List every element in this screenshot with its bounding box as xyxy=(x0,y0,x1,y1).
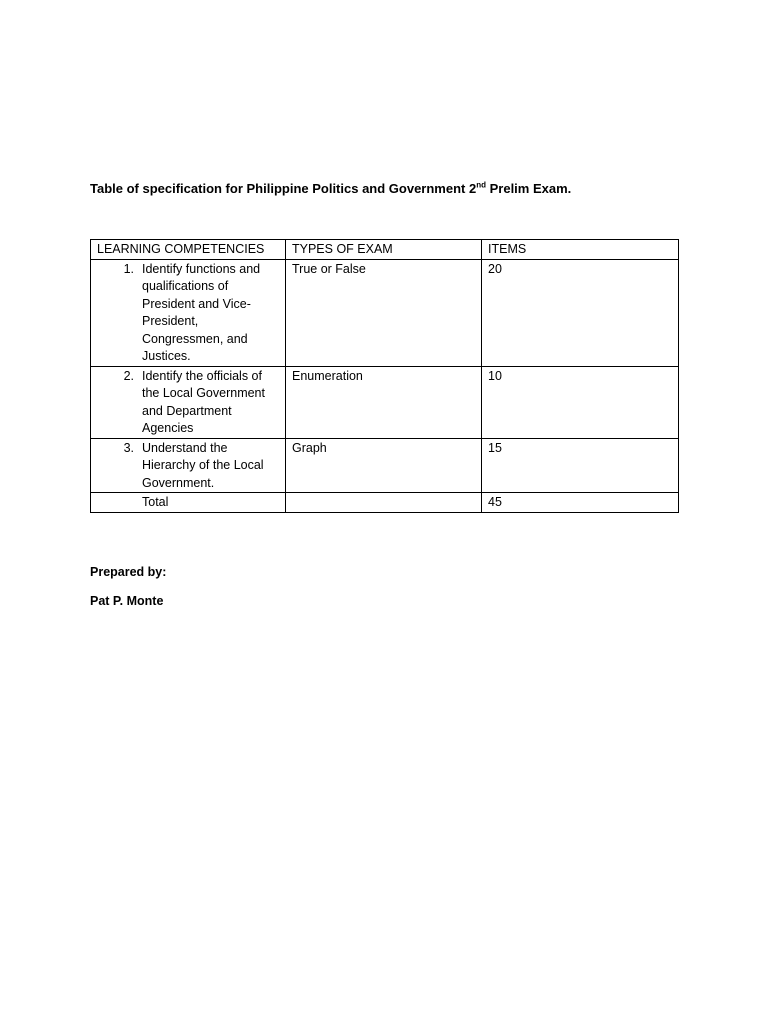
table-row xyxy=(91,366,679,438)
competency-cell xyxy=(91,259,286,366)
exam-type-cell: True or False xyxy=(286,259,482,366)
items-cell: 20 xyxy=(482,259,679,366)
total-items-cell: 45 xyxy=(482,493,679,513)
total-label: Total xyxy=(142,495,169,509)
total-label-cell xyxy=(91,493,286,513)
exam-type-cell: Enumeration xyxy=(286,366,482,438)
header-items: ITEMS xyxy=(482,240,679,260)
items-cell: 10 xyxy=(482,366,679,438)
exam-type-cell: Graph xyxy=(286,438,482,493)
document-title xyxy=(90,181,571,196)
competency-text: Identify the officials of the Local Government and Department Agencies xyxy=(142,368,265,435)
header-types-of-exam: TYPES OF EXAM xyxy=(286,240,482,260)
table-row xyxy=(91,259,679,366)
items-cell: 15 xyxy=(482,438,679,493)
title-end: Prelim Exam. xyxy=(486,181,572,196)
table-total-row xyxy=(91,493,679,513)
competency-number: 3. xyxy=(123,440,134,455)
competency-number: 2. xyxy=(123,368,134,383)
competency-cell xyxy=(91,366,286,438)
total-exam-type-cell xyxy=(286,493,482,513)
competency-number: 1. xyxy=(123,261,134,276)
competency-text: Identify functions and qualifications of President and Vice-President, Congressmen, and Justices. xyxy=(142,261,261,363)
competency-text: Understand the Hierarchy of the Local Government. xyxy=(142,440,264,490)
preparer-name: Pat P. Monte xyxy=(90,594,164,608)
table-header-row xyxy=(91,240,679,260)
header-learning-competencies: LEARNING COMPETENCIES xyxy=(91,240,286,260)
title-main: Table of specification for Philippine Politics and Government 2 xyxy=(90,181,477,196)
prepared-by-label: Prepared by: xyxy=(90,565,167,579)
title-superscript: nd xyxy=(476,180,486,190)
table-row xyxy=(91,438,679,493)
specification-table xyxy=(90,239,679,513)
competency-cell xyxy=(91,438,286,493)
